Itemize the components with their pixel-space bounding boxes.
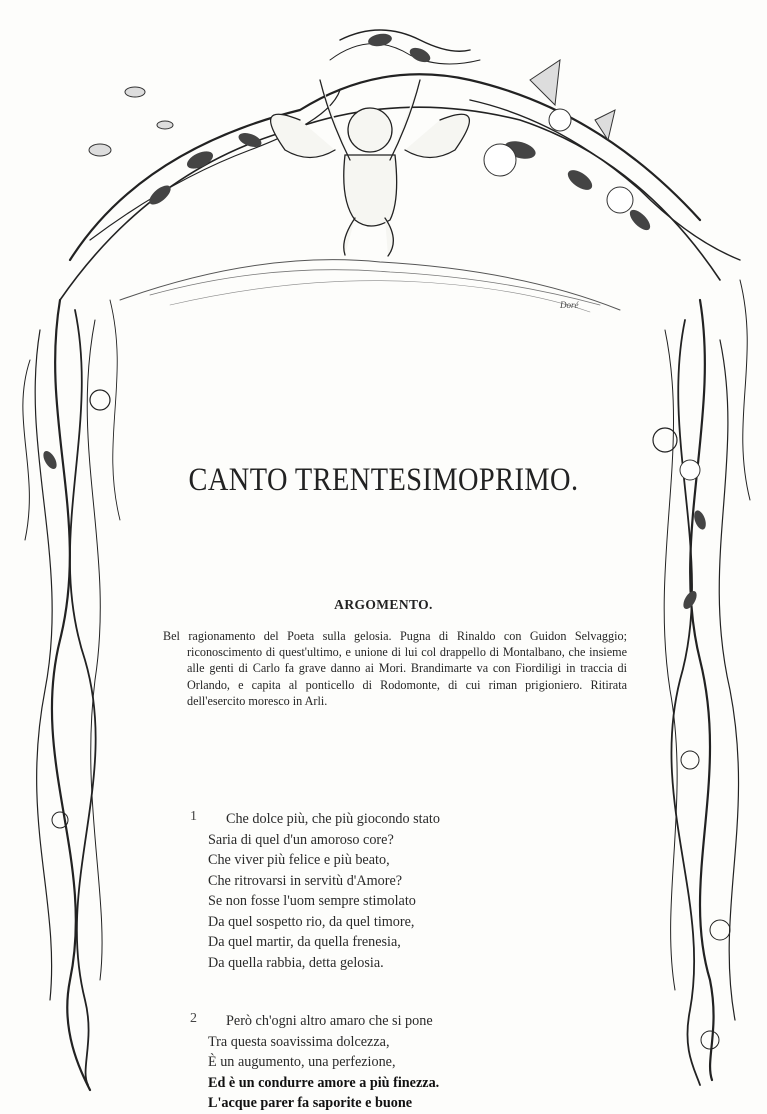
verse-line: Tra questa soavissima dolcezza, xyxy=(208,1033,390,1050)
stanza-number: 2 xyxy=(190,1011,197,1026)
verse-line: Che viver più felice e più beato, xyxy=(208,852,390,868)
verse-line: Che ritrovarsi in servitù d'Amore? xyxy=(208,872,403,889)
argument-text: Bel ragionamento del Poeta sulla gelosia. Pugna di Rinaldo con Guidon Selvaggio; riconoscimento di quest'ultimo, e unione di lui col drappello di Montalbano, che insieme alle genti di Carlo fa grave danno ai Mori. Brandimarte va con Fiordiligi in traccia di Orlando, e capita al ponticello di Rodomonte, di cui riman prigioniero. Ritirata dell'esercito moresco in Arli. xyxy=(163,629,627,708)
artist-signature: Doré xyxy=(560,300,579,310)
verse-line: Da quella rabbia, detta gelosia. xyxy=(208,954,384,971)
verse-line: Da quel sospetto rio, da quel timore, xyxy=(208,913,415,930)
verse-line: Che dolce più, che più giocondo stato xyxy=(226,811,440,827)
verse-line: L'acque parer fa saporite e buone xyxy=(208,1095,413,1111)
argument-title: ARGOMENTO. xyxy=(334,597,433,612)
stanza-2 xyxy=(190,1011,550,1114)
canto-title: CANTO TRENTESIMOPRIMO. xyxy=(188,462,579,498)
stanza-1 xyxy=(190,809,550,973)
verse-line: Ed è un condurre amore a più finezza. xyxy=(208,1074,440,1091)
verse-line: Saria di quel d'un amoroso core? xyxy=(208,831,394,848)
stanza-number: 1 xyxy=(190,809,197,824)
verse-line: Se non fosse l'uom sempre stimolato xyxy=(208,893,416,909)
verse-line: È un augumento, una perfezione, xyxy=(208,1054,396,1070)
verse-line: Però ch'ogni altro amaro che si pone xyxy=(226,1013,433,1029)
verse-line: Da quel martir, da quella frenesia, xyxy=(208,934,401,950)
